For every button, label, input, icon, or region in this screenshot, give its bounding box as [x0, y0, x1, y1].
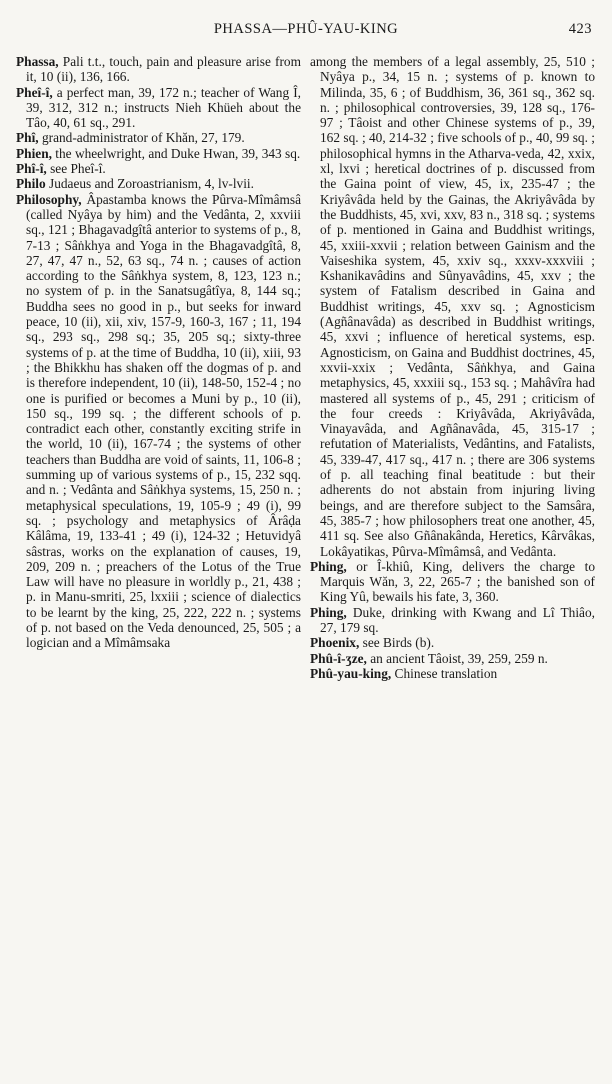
index-entry — [310, 559, 595, 605]
index-entry — [310, 635, 595, 650]
left-column — [16, 54, 301, 1079]
entry-text: Âpastamba knows the Pûrva-Mîmâmsâ (called Nyâya by him) and the Vedânta, 2, xxviii sq., 121 ; Bhagavadgîtâ anterior to systems of p., 8, 7-13 ; Sâṅkhya and Yoga in the Bhagavadgîtâ, 8, 27, 47, 47 n., 52, 63 sq., 74 n. ; causes of action according to the Sâṅkhya system, 8, 123, 123 n.; no system of p. in the Sanatsugâtîya, 8, 144 sq.; Buddha sees no good in p., but seeks for inward peace, 10 (ii), xii, xiv, 157-9, 160-3, 167 ; 11, 194 sq., 293 sq., 298 sq.; 35, 205 sq.; sixty-three systems of p. at the time of Buddha, 10 (ii), xiii, 93 ; the Bhikkhu has shaken off the dogmas of p. and is therefore independent, 10 (ii), 148-50, 152-4 ; no one is purified or becomes a Muni by p., 10 (ii), 150 sq., 199 sq. ; the different schools of p. contradict each other, constantly exciting strife in the world, 10 (ii), 167-74 ; the systems of other teachers than Buddha are void of saints, 11, 106-8 ; summing up of various systems of p., 15, 232 sqq. and n. ; Vedânta and Sâṅkhya systems, 15, 250 n. ; metaphysical speculations, 19, 105-9 ; 49 (i), 99 sq. ; psychology and metaphysics of Ârâḍa Kâlâma, 19, 133-41 ; 49 (i), 124-32 ; Hetuvidyâ sâstras, works on the explanation of causes, 19, 209, 209 n. ; preachers of the Lotus of the True Law will have no pleasure in worldly p., 21, 438 ; p. in Manu-smriti, 25, lxxiii ; science of dialectics to be learnt by the king, 25, 222, 222 n. ; systems of p. not based on the Veda denounced, 25, 505 ; a logician and a Mîmâmsaka — [26, 191, 301, 651]
entry-text: Chinese translation — [391, 665, 498, 681]
entry-headword: Phû-î-ʒze, — [310, 650, 367, 666]
entry-headword: Phassa, — [16, 54, 59, 69]
entry-text: the wheelwright, and Duke Hwan, 39, 343 sq. — [51, 145, 301, 161]
entry-headword: Philosophy, — [16, 191, 82, 207]
running-title: PHASSA—PHÛ-YAU-KING — [213, 21, 399, 37]
entry-headword: Phû-yau-king, — [310, 665, 392, 681]
index-entry — [16, 176, 301, 191]
page-header — [20, 18, 592, 40]
index-entry — [16, 54, 301, 85]
index-entry — [16, 161, 301, 176]
index-entry — [16, 146, 301, 161]
page-number: 423 — [568, 21, 592, 37]
index-entry — [310, 605, 595, 636]
entry-headword: Phî, — [16, 130, 39, 146]
entry-text: an ancient Tâoist, 39, 259, 259 n. — [366, 650, 548, 666]
entry-headword: Phing, — [310, 604, 347, 620]
index-entry — [16, 130, 301, 145]
entry-headword: Philo — [16, 176, 46, 192]
entry-text: see Pheî-î. — [46, 161, 106, 177]
index-entry-continued — [310, 54, 595, 559]
entry-text: grand-administrator of Khăn, 27, 179. — [38, 130, 245, 146]
entry-headword: Phî-î, — [16, 161, 47, 177]
index-entry — [310, 666, 595, 681]
index-entry — [16, 85, 301, 131]
entry-text: a perfect man, 39, 172 n.; teacher of Wang Î, 39, 312, 312 n.; instructs Nieh Khüeh about the Tâo, 40, 61 sq., 291. — [26, 84, 301, 131]
entry-headword: Phing, — [310, 558, 347, 574]
entry-text: among the members of a legal assembly, 25, 510 ; Nyâya p., 34, 15 n. ; systems of p. known to Milinda, 35, 6 ; of Buddhism, 36, 361 sq., 362 sq. n. ; philosophical controversies, 39, 128 sq., 176-97 ; Tâoist and other Chinese systems of p., 39, 162 sq. ; 40, 214-32 ; five schools of p., 40, 99 sq. ; philosophical hymns in the Atharva-veda, 42, xxix, xl, lxvi ; heretical doctrines of p. discussed from the Gaina point of view, 45, ix, 235-47 ; the Kriyâvâda held by the Gainas, the Akriyâvâda by the Buddhists, 45, xvi, xxv, 83 n., 318 sq. ; systems of p. mentioned in Gaina and Buddhist writings, 45, xxiii-xxvii ; relation between Gainism and the Vaiseshika system, 45, xxiv sq., xxxv-xxxviii ; Kshanikavâdins and Sûnyavâdins, 45, xxv ; the system of Fatalism described in Gaina and Buddhist writings, 45, xxv sq. ; Agnosticism (Agñânavâda) as described in Buddhist writings, 45, xxvi ; influence of heretical systems, esp. Agnosticism, on Gaina and Buddhist doctrines, 45, xxvii-xxix ; Vedânta, Sâṅkhya, and Gaina metaphysics, 45, xxxiii sq., 153 sq. ; Mahâvîra had mastered all systems of p., 45, 291 ; criticism of the four creeds : Kriyâvâda, Akriyâvâda, Vinayavâda, and Agñânavâda, 45, 315-17 ; refutation of Materialists, Vedântins, and Fatalists, 45, 339-47, 417 sq., 417 n. ; there are 306 systems of p. all teaching final beatitude : but their adherents do not abstain from injuring living beings, and are therefore subject to the Samsâra, 45, 385-7 ; how philosophers treat one another, 45, 411 sq. See also Gñânakânda, Heretics, Kârvâkas, Lokâyatikas, Pûrva-Mîmâmsâ, and Vedânta. — [310, 54, 595, 559]
entry-headword: Phoenix, — [310, 635, 360, 651]
index-entry — [310, 651, 595, 666]
entry-text: see Birds (b). — [359, 635, 435, 651]
entry-headword: Phien, — [16, 145, 52, 161]
entry-text: Duke, drinking with Kwang and Lî Thiâo, 27, 179 sq. — [320, 604, 595, 635]
entry-text: Pali t.t., touch, pain and pleasure arise from it, 10 (ii), 136, 166. — [26, 54, 301, 85]
entry-text: or Î-khiû, King, delivers the charge to Marquis Wăn, 3, 22, 265-7 ; the banished son of King Yû, bewails his fate, 3, 360. — [320, 558, 595, 605]
right-column — [310, 54, 595, 1079]
entry-text: Judaeus and Zoroastrianism, 4, lv-lvii. — [45, 176, 254, 192]
entry-headword: Pheî-î, — [16, 84, 53, 100]
index-entry — [16, 192, 301, 651]
